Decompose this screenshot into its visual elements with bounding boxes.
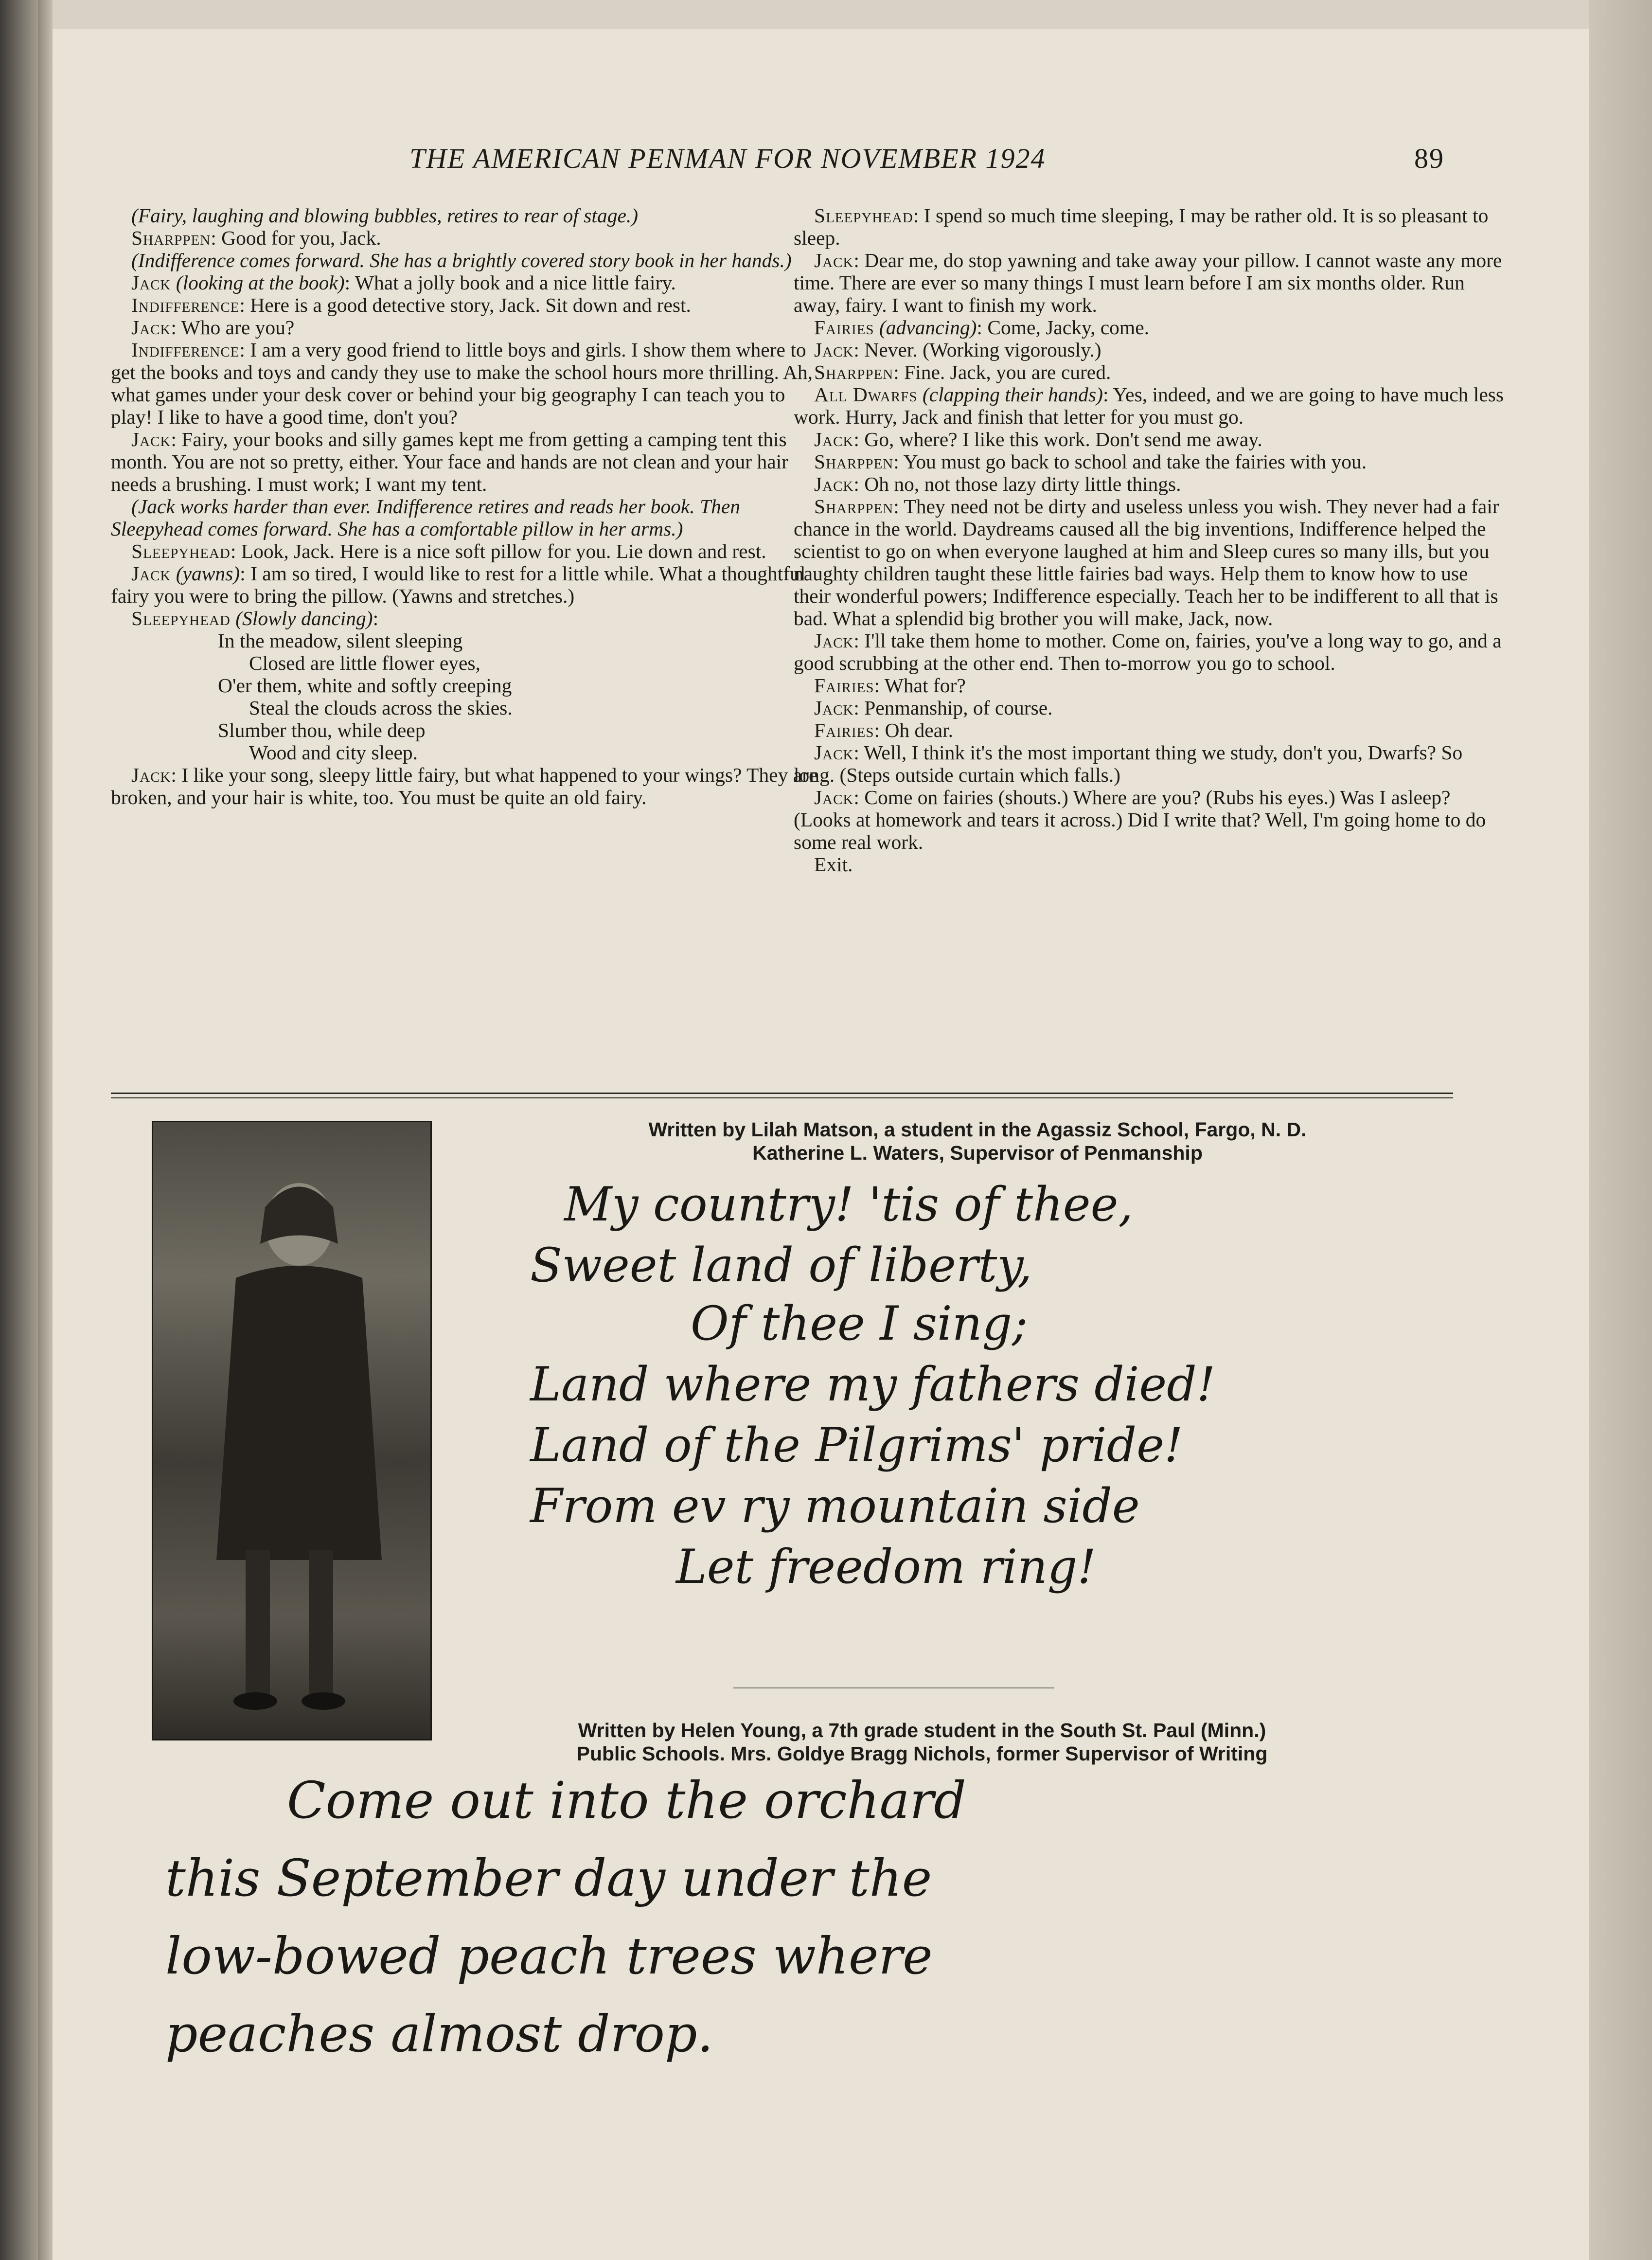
handwriting-line: low-bowed peach trees where (165, 1926, 933, 1986)
sleepyhead-song (111, 629, 822, 764)
stage-direction: (clapping their hands) (922, 383, 1103, 406)
book-spine (0, 0, 38, 2260)
speech-text: I spend so much time sleeping, I may be rather old. It is so pleasant to sleep. (794, 204, 1489, 249)
stage-direction: (advancing) (879, 316, 977, 339)
speech-paragraph: Jack: Penmanship, of course. (814, 697, 1053, 719)
verse-line: Steal the clouds across the skies. (249, 697, 513, 719)
girl-photo-figure (153, 1122, 430, 1739)
speech-paragraph: Jack: Fairy, your books and silly games kept me from getting a camping tent this month. You are not so pretty, either. Your face and hands are not clean and your hair needs a brushing. I must work; I want my tent. (111, 428, 788, 495)
speech-text: I like your song, sleepy little fairy, but what happened to your wings? They are broken, and your hair is white, too. You must be quite an old fairy. (111, 764, 818, 808)
speech-paragraph: Jack: Oh no, not those lazy dirty little things. (814, 473, 1181, 495)
speaker-name: Sleepyhead (814, 204, 913, 227)
credit-line: Katherine L. Waters, Supervisor of Penmanship (752, 1142, 1203, 1164)
speech-text: I'll take them home to mother. Come on, fairies, you've a long way to go, and a good scrubbing at the other end. Then to-morrow you go to school. (794, 629, 1502, 674)
speech-text: Penmanship, of course. (864, 697, 1053, 719)
verse-line: In the meadow, silent sleeping (218, 629, 463, 652)
speech-text: What a jolly book and a nice little fairy. (355, 271, 676, 294)
speaker-name: Sharppen (814, 361, 894, 383)
handwriting-line: Come out into the orchard (287, 1771, 966, 1830)
speaker-name: Jack (131, 562, 171, 585)
page-left-edge (38, 0, 53, 2260)
speaker-name: Jack (131, 764, 171, 786)
speaker-name: Jack (814, 741, 854, 764)
speech-paragraph: Jack: Go, where? I like this work. Don't send me away. (814, 428, 1262, 450)
speech-paragraph: All Dwarfs (clapping their hands): Yes, indeed, and we are going to have much less work. Hurry, Jack and finish that letter for you must go. (794, 383, 1504, 428)
speech-paragraph: Jack: Come on fairies (shouts.) Where are you? (Rubs his eyes.) Was I asleep? (Looks at homework and tears it across.) Did I write that? Well, I'm going home to do some real work. (794, 786, 1486, 853)
section-divider (111, 1097, 1453, 1098)
verse-line: Slumber thou, while deep (218, 719, 426, 741)
right-column-paragraphs (794, 204, 1505, 876)
handwriting-line: My country! 'tis of thee, (564, 1177, 1133, 1232)
handwriting-line: Land where my fathers died! (530, 1357, 1216, 1412)
speech-paragraph: Fairies: What for? (814, 674, 966, 697)
speech-paragraph: Sharppen: They need not be dirty and useless unless you wish. They never had a fair chance in the world. Daydreams caused all the big inventions, Indifference helped the scientist to go on when everyone laughed at him and Sleep cures so many ills, but you naughty children taught these little fairies bad ways. Help them to know how to use their wonderful powers; Indifference especially. Teach her to be indifferent to all that is bad. What a splendid big brother you will make, Jack, now. (794, 495, 1499, 629)
speaker-name: Jack (131, 428, 171, 450)
speaker-name: Indifference (131, 339, 240, 361)
stage-direction: (Jack works harder than ever. Indifference retires and reads her book. Then Sleepyhead comes forward. She has a comfortable pillow in her arms.) (111, 495, 741, 540)
speaker-name: All Dwarfs (814, 383, 918, 406)
speaker-name: Jack (814, 339, 854, 361)
speech-paragraph: Sharppen: You must go back to school and take the fairies with you. (814, 450, 1367, 473)
handwriting-line: this September day under the (165, 1848, 932, 1908)
speaker-name: Fairies (814, 674, 874, 697)
speaker-name: Fairies (814, 719, 874, 741)
speech-paragraph: Jack: I like your song, sleepy little fairy, but what happened to your wings? They are broken, and your hair is white, too. You must be quite an old fairy. (111, 764, 818, 808)
handwriting-line: Sweet land of liberty, (530, 1238, 1032, 1292)
handwriting-credit-1 (515, 1118, 1439, 1165)
speech-text: You must go back to school and take the fairies with you. (903, 450, 1367, 473)
speech-text: Oh dear. (885, 719, 954, 741)
speech-text: Look, Jack. Here is a nice soft pillow for you. Lie down and rest. (241, 540, 766, 562)
speech-paragraph: Sleepyhead: Look, Jack. Here is a nice soft pillow for you. Lie down and rest. (131, 540, 766, 562)
speaker-name: Jack (131, 271, 171, 294)
speech-text: Here is a good detective story, Jack. Sit down and rest. (250, 294, 691, 316)
stage-direction: (looking at the book) (176, 271, 345, 294)
speaker-name: Sharppen (131, 227, 211, 249)
speaker-name: Fairies (814, 316, 874, 339)
handwriting-line: Land of the Pilgrims' pride! (530, 1418, 1183, 1472)
speaker-name: Indifference (131, 294, 240, 316)
handwriting-line: peaches almost drop. (165, 2004, 713, 2063)
speech-text: Well, I think it's the most important thing we study, don't you, Dwarfs? So long. (Steps outside curtain which falls.) (794, 741, 1463, 786)
speech-text: What for? (884, 674, 966, 697)
speech-paragraph: Fairies: Oh dear. (814, 719, 954, 741)
speech-text: I am a very good friend to little boys and girls. I show them where to get the books and toys and candy they use to make the school hours more thrilling. Ah, what games under your desk cover or behind your big geography I can teach you to play! I like to have a good time, don't you? (111, 339, 813, 428)
handwriting-line: From ev ry mountain side (530, 1479, 1140, 1533)
speaker-name: Jack (814, 697, 854, 719)
verse-line: O'er them, white and softly creeping (218, 674, 512, 697)
speech-text: Yes, indeed, and we are going to have much less work. Hurry, Jack and finish that letter for you must go. (794, 383, 1504, 428)
running-header: THE AMERICAN PENMAN FOR NOVEMBER 1924 (409, 143, 1046, 174)
speech-text: Never. (Working vigorously.) (864, 339, 1101, 361)
page-number: 89 (1414, 143, 1444, 174)
handwriting-line: Let freedom ring! (676, 1540, 1096, 1594)
speech-paragraph: Fairies (advancing): Come, Jacky, come. (814, 316, 1149, 339)
speech-paragraph: Jack: I'll take them home to mother. Come on, fairies, you've a long way to go, and a good scrubbing at the other end. Then to-morrow you go to school. (794, 629, 1502, 674)
speech-text: Who are you? (181, 316, 295, 339)
exit-line: Exit. (814, 853, 853, 876)
speaker-name: Sleepyhead (131, 540, 231, 562)
speech-paragraph: Jack: Well, I think it's the most important thing we study, don't you, Dwarfs? So long. (Steps outside curtain which falls.) (794, 741, 1463, 786)
speech-text: Fairy, your books and silly games kept me from getting a camping tent this month. You are not so pretty, either. Your face and hands are not clean and your hair needs a brushing. I must work; I want my tent. (111, 428, 788, 495)
speech-text: Dear me, do stop yawning and take away your pillow. I cannot waste any more time. There are ever so many things I must learn before I am six months older. Run away, fairy. I want to finish my work. (794, 249, 1502, 316)
verse-line: Closed are little flower eyes, (249, 652, 480, 674)
speech-text: Come, Jacky, come. (987, 316, 1149, 339)
speaker-name: Sleepyhead (131, 607, 231, 629)
right-column (794, 204, 1505, 876)
speaker-name: Sharppen (814, 495, 894, 518)
speech-paragraph: Sharppen: Fine. Jack, you are cured. (814, 361, 1111, 383)
handwriting-line: Of thee I sing; (691, 1296, 1028, 1351)
speech-text: Good for you, Jack. (221, 227, 381, 249)
speech-text: Oh no, not those lazy dirty little things. (864, 473, 1181, 495)
speech-paragraph: Jack (yawns): I am so tired, I would like to rest for a little while. What a thoughtful fairy you were to bring the pillow. (Yawns and stretches.) (111, 562, 806, 607)
speech-paragraph: Jack: Never. (Working vigorously.) (814, 339, 1101, 361)
speech-text: Fine. Jack, you are cured. (904, 361, 1111, 383)
speech-paragraph: Indifference: I am a very good friend to little boys and girls. I show them where to get the books and toys and candy they use to make the school hours more thrilling. Ah, what games under your desk cover or behind your big geography I can teach you to play! I like to have a good time, don't you? (111, 339, 813, 428)
handwriting-credit-2 (455, 1719, 1389, 1765)
speaker-name: Jack (814, 786, 854, 808)
left-column (111, 204, 822, 808)
speech-paragraph: Jack (looking at the book): What a jolly book and a nice little fairy. (131, 271, 676, 294)
student-photograph (152, 1121, 432, 1740)
stage-direction: (Slowly dancing) (235, 607, 373, 629)
verse-line: Wood and city sleep. (249, 741, 418, 764)
credit-line: Public Schools. Mrs. Goldye Bragg Nichols, former Supervisor of Writing (576, 1742, 1268, 1765)
speaker-name: Jack (131, 316, 171, 339)
credit-line: Written by Lilah Matson, a student in the Agassiz School, Fargo, N. D. (648, 1118, 1307, 1141)
page-right-edge (1589, 0, 1652, 2260)
stage-direction: (Indifference comes forward. She has a brightly covered story book in her hands.) (131, 249, 792, 271)
speech-text: Come on fairies (shouts.) Where are you? (Rubs his eyes.) Was I asleep? (Looks at homework and tears it across.) Did I write that? Well, I'm going home to do some real work. (794, 786, 1486, 853)
short-divider (733, 1687, 1054, 1688)
speech-paragraph: Sharppen: Good for you, Jack. (131, 227, 381, 249)
left-column-paragraphs (111, 204, 822, 629)
speaker-name: Jack (814, 629, 854, 652)
speech-paragraph: Sleepyhead (Slowly dancing): (131, 607, 379, 629)
speaker-name: Jack (814, 473, 854, 495)
section-divider (111, 1093, 1453, 1094)
speech-paragraph: Sleepyhead: I spend so much time sleeping, I may be rather old. It is so pleasant to sleep. (794, 204, 1489, 249)
speaker-name: Jack (814, 249, 854, 271)
speaker-name: Jack (814, 428, 854, 450)
speech-text: They need not be dirty and useless unless you wish. They never had a fair chance in the world. Daydreams caused all the big inventions, Indifference helped the scientist to go on when everyone laughed at him and Sleep cures so many ills, but you naughty children taught these little fairies bad ways. Help them to know how to use their wonderful powers; Indifference especially. Teach her to be indifferent to all that is bad. What a splendid big brother you will make, Jack, now. (794, 495, 1499, 629)
speech-paragraph: Jack: Who are you? (131, 316, 295, 339)
speech-text: I am so tired, I would like to rest for a little while. What a thoughtful fairy you were to bring the pillow. (Yawns and stretches.) (111, 562, 806, 607)
stage-direction: (yawns) (176, 562, 240, 585)
speech-text: Go, where? I like this work. Don't send me away. (864, 428, 1262, 450)
speaker-name: Sharppen (814, 450, 894, 473)
credit-line: Written by Helen Young, a 7th grade student in the South St. Paul (Minn.) (578, 1719, 1266, 1741)
speech-paragraph: Jack: Dear me, do stop yawning and take away your pillow. I cannot waste any more time. There are ever so many things I must learn before I am six months older. Run away, fairy. I want to finish my work. (794, 249, 1502, 316)
speech-paragraph: Indifference: Here is a good detective story, Jack. Sit down and rest. (131, 294, 691, 316)
stage-direction: (Fairy, laughing and blowing bubbles, retires to rear of stage.) (131, 204, 639, 227)
